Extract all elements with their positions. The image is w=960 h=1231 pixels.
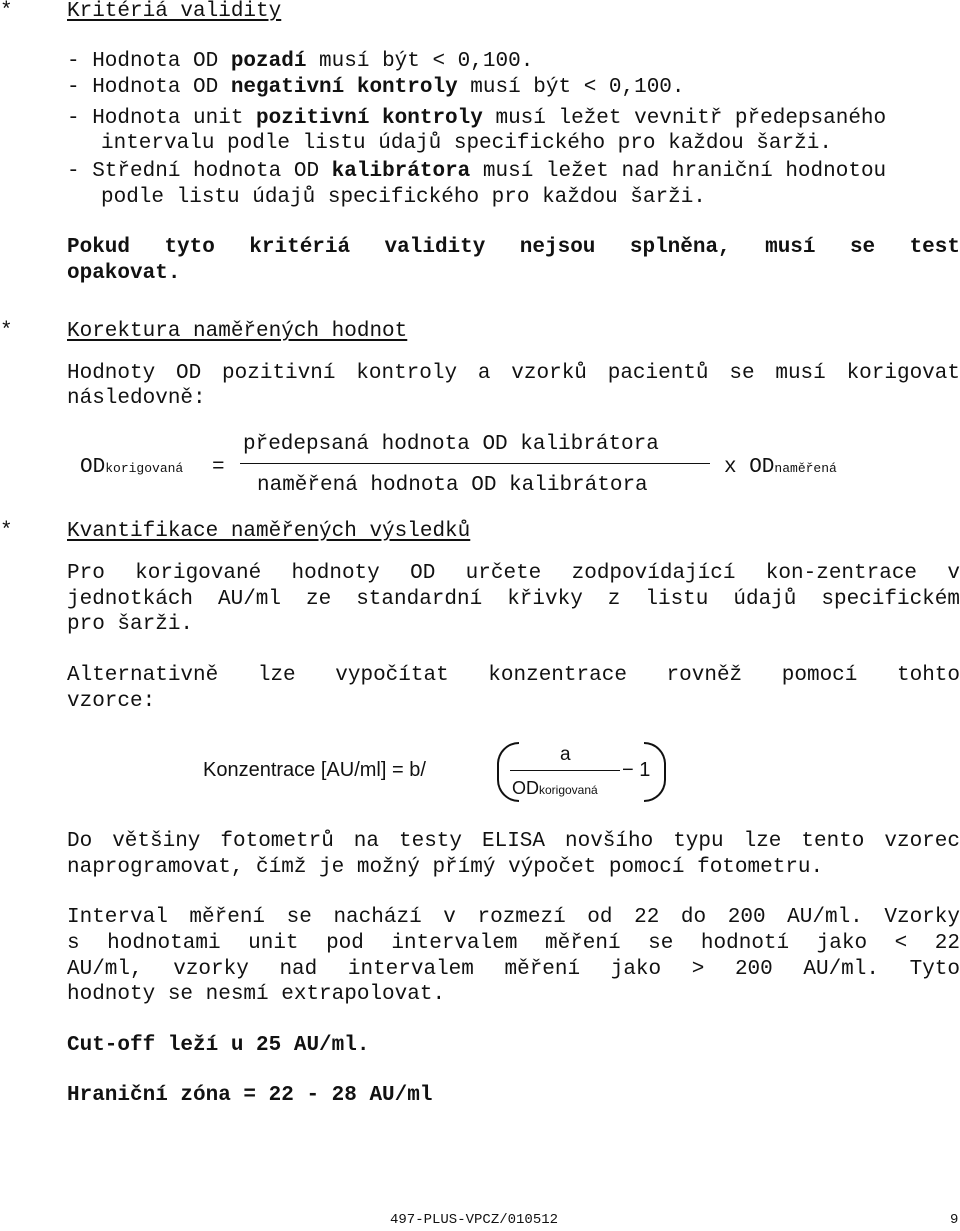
list-item: - Hodnota unit pozitivní kontroly musí ležet vevnitř předepsaného <box>67 107 887 130</box>
bullet: * <box>0 520 13 543</box>
right-paren <box>644 742 666 802</box>
paragraph-line: Pro korigované hodnoty OD určete zodpovídající kon-zentrace v <box>67 562 960 585</box>
list-item: - Hodnota OD negativní kontroly musí být < 0,100. <box>67 76 685 99</box>
formula-multiplier: x OD <box>724 456 775 479</box>
paragraph-line: naprogramovat, čímž je možný přímý výpočet pomocí fotometru. <box>67 856 824 879</box>
formula2-minus-one: − 1 <box>622 759 651 781</box>
formula-numerator: předepsaná hodnota OD kalibrátora <box>243 433 659 456</box>
paragraph-line: následovně: <box>67 387 206 410</box>
paragraph-line: Alternativně lze vypočítat konzentrace rovněž pomocí tohto <box>67 664 960 687</box>
paragraph-line: s hodnotami unit pod intervalem měření se hodnotí jako < 22 <box>67 932 960 955</box>
formula2-lhs: Konzentrace [AU/ml] = b/ <box>203 759 426 781</box>
paragraph-line: Hodnoty OD pozitivní kontroly a vzorků pacientů se musí korigovat <box>67 362 960 385</box>
page-number: 9 <box>950 1212 959 1228</box>
formula-equals: = <box>212 456 225 479</box>
paragraph-line: Interval měření se nachází v rozmezí od 22 do 200 AU/ml. Vzorky <box>67 906 960 929</box>
section-heading-correction: Korektura naměřených hodnot <box>67 320 408 343</box>
paragraph-line: Do většiny fotometrů na testy ELISA novšího typu lze tento vzorec <box>67 830 960 853</box>
paragraph-line: AU/ml, vzorky nad intervalem měření jako > 200 AU/ml. Tyto <box>67 958 960 981</box>
list-item: - Hodnota OD pozadí musí být < 0,100. <box>67 50 534 73</box>
formula-denominator: naměřená hodnota OD kalibrátora <box>257 474 648 497</box>
fraction-line <box>510 770 620 771</box>
formula-subscript: korigovaná <box>105 461 184 476</box>
borderline-zone-statement: Hraniční zóna = 22 - 28 AU/ml <box>67 1084 433 1107</box>
section-heading-validity: Kritériá validity <box>67 0 282 23</box>
paragraph-line: jednotkách AU/ml ze standardní křivky z listu údajů specifickém <box>67 588 960 611</box>
list-item-continuation: intervalu podle listu údajů specifického pro každou šarži. <box>101 132 832 155</box>
formula-subscript: naměřená <box>774 461 837 476</box>
bullet: * <box>0 0 13 23</box>
formula2-numerator: a <box>560 744 571 765</box>
bullet: * <box>0 320 13 343</box>
cutoff-statement: Cut-off leží u 25 AU/ml. <box>67 1034 370 1057</box>
paragraph-line: pro šarži. <box>67 613 194 636</box>
validity-warning-line: opakovat. <box>67 262 181 285</box>
formula2-od: OD <box>512 778 539 798</box>
fraction-line <box>240 463 710 464</box>
paragraph-line: hodnoty se nesmí extrapolovat. <box>67 983 446 1006</box>
list-item: - Střední hodnota OD kalibrátora musí ležet nad hraniční hodnotou <box>67 160 887 183</box>
paragraph-line: vzorce: <box>67 690 156 713</box>
document-code: 497-PLUS-VPCZ/010512 <box>390 1212 559 1228</box>
formula-subscript: korigovaná <box>539 783 598 797</box>
section-heading-quantification: Kvantifikace naměřených výsledků <box>67 520 471 543</box>
validity-warning-line: Pokud tyto kritériá validity nejsou splněna, musí se test <box>67 236 960 259</box>
formula-od-label: OD <box>80 456 106 479</box>
list-item-continuation: podle listu údajů specifického pro každou šarži. <box>101 186 706 209</box>
